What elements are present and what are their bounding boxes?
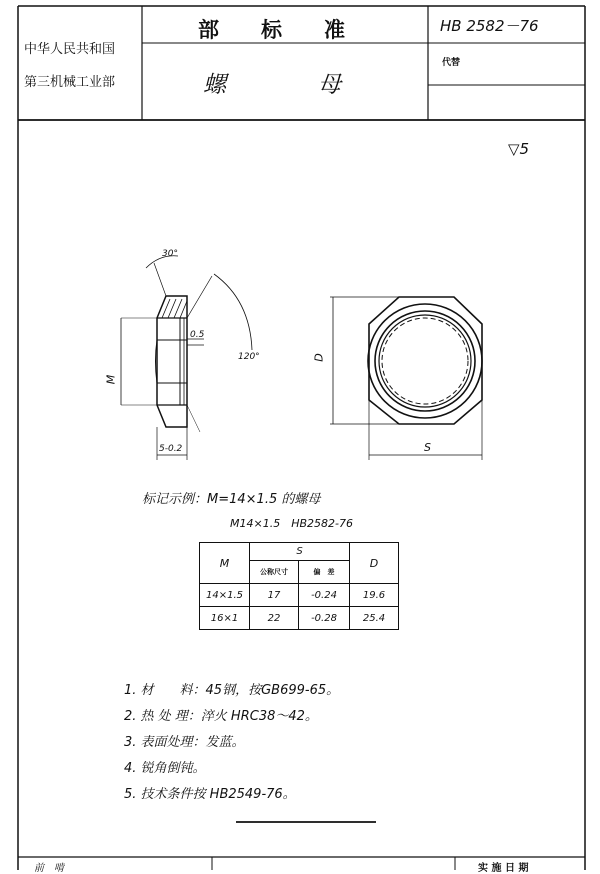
cell-d: 19.6: [350, 584, 399, 607]
header-m: M: [200, 543, 250, 584]
cell-s: 17: [250, 584, 299, 607]
org-line-2: 第三机械工业部: [24, 75, 116, 90]
cell-tol: -0.28: [299, 607, 350, 630]
chamfer-label: 0.5: [190, 330, 205, 340]
border-lines: [18, 6, 585, 870]
header-d: D: [350, 543, 399, 584]
note-1: 1. 材 料：45钢，按GB699-65。: [124, 683, 340, 698]
replace-label: 代替: [442, 58, 461, 68]
nut-top-view: [330, 297, 482, 460]
note-4: 4. 锐角倒钝。: [124, 761, 206, 776]
cell-m: 16×1: [200, 607, 250, 630]
marking-example: 标记示例：M=14×1.5 的螺母: [142, 492, 321, 507]
org-line-1: 中华人民共和国: [24, 42, 116, 57]
cell-m: 14×1.5: [200, 584, 250, 607]
nut-side-view: [121, 256, 252, 460]
footer-left-label: 前 啃: [34, 863, 64, 874]
cell-d: 25.4: [350, 607, 399, 630]
m-label: M: [104, 374, 118, 385]
note-5: 5. 技术条件按 HB2549-76。: [124, 787, 296, 802]
cell-s: 22: [250, 607, 299, 630]
header-s-nominal: 公称尺寸: [250, 561, 299, 584]
document-title: 螺 母: [203, 72, 341, 98]
surface-finish-mark: ▽5: [508, 140, 530, 158]
s-label: S: [424, 441, 431, 454]
marking-example-code: M14×1.5 HB2582-76: [230, 517, 353, 530]
spec-table: [199, 542, 399, 630]
d-label: D: [312, 353, 326, 362]
standard-type: 部 标 准: [198, 18, 345, 42]
cell-tol: -0.24: [299, 584, 350, 607]
standard-code: HB 2582－76: [440, 17, 539, 35]
angle-120-label: 120°: [238, 352, 260, 362]
header-s-tolerance: 偏 差: [299, 561, 350, 584]
table-row: [200, 607, 399, 630]
note-3: 3. 表面处理：发蓝。: [124, 735, 245, 750]
angle-30-label: 30°: [162, 249, 178, 259]
header-s: S: [250, 543, 350, 561]
footer-right-label: 实 施 日 期: [478, 863, 529, 874]
table-row: [200, 584, 399, 607]
note-2: 2. 热 处 理：淬火 HRC38～42。: [124, 709, 318, 724]
thickness-label: 5-0.2: [159, 444, 183, 454]
